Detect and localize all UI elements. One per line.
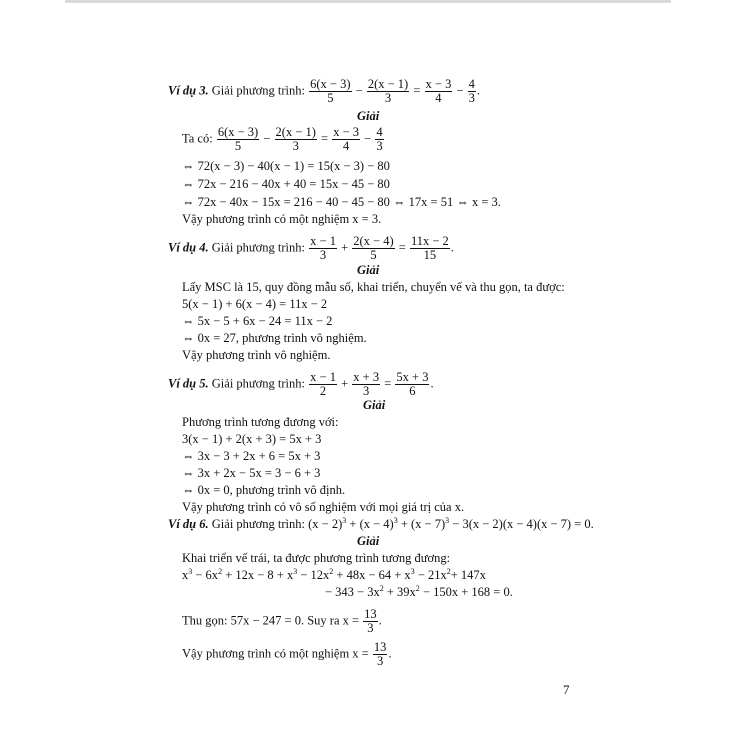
numerator: 5x + 3	[396, 370, 429, 384]
simplify-line	[182, 608, 382, 635]
denominator: 3	[319, 248, 327, 262]
denominator: 5	[234, 139, 242, 153]
operator: +	[337, 376, 352, 391]
numerator: x − 3	[333, 125, 360, 139]
example-4-label: Ví dụ 4.	[168, 240, 209, 255]
numerator: 6(x − 3)	[310, 77, 351, 91]
fraction	[352, 371, 380, 398]
period: .	[476, 83, 481, 98]
example-4-prompt: Giải phương trình:	[208, 240, 309, 255]
solution-line: 5(x − 1) + 6(x − 4) = 11x − 2	[182, 297, 328, 311]
fraction	[375, 126, 383, 153]
solution-step: ⇔ 72x − 216 − 40x + 40 = 15x − 45 − 80	[182, 177, 390, 191]
solution-line: Khai triển vế trái, ta được phương trình tương đương:	[182, 551, 451, 565]
term: + 39x	[383, 585, 416, 599]
fraction	[352, 235, 394, 262]
exponent: 3	[188, 567, 193, 576]
fraction	[410, 235, 450, 262]
denominator: 3	[384, 91, 392, 105]
fraction	[468, 78, 476, 105]
operator: −	[352, 83, 366, 98]
denominator: 6	[409, 384, 416, 398]
numerator: 4	[376, 125, 383, 139]
exponent: 3	[342, 516, 347, 525]
term: − 12x	[297, 568, 330, 582]
exponent: 2	[379, 584, 384, 593]
solution-line: 3(x − 1) + 2(x + 3) = 5x + 3	[182, 432, 322, 446]
numerator: 2(x − 1)	[367, 77, 409, 91]
period: .	[388, 646, 392, 661]
fraction	[275, 126, 317, 153]
example-5-prompt: Giải phương trình:	[208, 376, 309, 391]
operator: =	[317, 131, 332, 146]
operator: +	[337, 240, 352, 255]
example-3-heading	[168, 78, 480, 105]
exponent: 3	[393, 516, 398, 525]
example-6-prompt: Giải phương trình: (x − 2)	[208, 517, 343, 531]
solution-line: ⇔ 5x − 5 + 6x − 24 = 11x − 2	[182, 314, 333, 328]
operator: =	[410, 83, 424, 98]
fraction	[395, 371, 429, 398]
example-5-heading	[168, 371, 434, 398]
term: + (x − 7)	[397, 517, 446, 531]
numerator: 13	[364, 607, 377, 621]
fraction	[367, 78, 409, 105]
page-number: 7	[563, 682, 570, 697]
conclusion: Vậy phương trình có một nghiệm x = 3.	[182, 212, 382, 226]
operator: −	[361, 131, 375, 146]
term: + 12x − 8 + x	[222, 568, 294, 582]
numerator: x − 1	[310, 234, 336, 248]
numerator: 11x − 2	[410, 234, 449, 248]
fraction	[363, 608, 378, 635]
example-3-taco	[182, 126, 385, 153]
numerator: 6(x − 3)	[217, 125, 259, 139]
term: − 150x + 168 = 0.	[419, 585, 513, 599]
taco-label: Ta có:	[182, 131, 216, 146]
fraction	[309, 371, 337, 398]
denominator: 3	[292, 139, 299, 153]
solution-step: ⇔ 72(x − 3) − 40(x − 1) = 15(x − 3) − 80	[182, 159, 390, 173]
fraction	[309, 235, 337, 262]
term: − 3(x − 2)(x − 4)(x − 7) = 0.	[449, 517, 594, 531]
term: + 147x	[450, 568, 486, 582]
exponent: 3	[410, 567, 415, 576]
numerator: x + 3	[353, 370, 380, 384]
term: + (x − 4)	[346, 517, 394, 531]
operator: −	[453, 83, 467, 98]
simplify-text: Thu gọn: 57x − 247 = 0. Suy ra x =	[182, 613, 363, 628]
denominator: 5	[370, 248, 377, 262]
solution-step: ⇔ 72x − 40x − 15x = 216 − 40 − 45 − 80 ⇔ 17x = 51 ⇔ x = 3.	[182, 195, 501, 209]
expansion-line-2	[325, 585, 513, 599]
term: + 48x − 64 + x	[333, 568, 411, 582]
exponent: 3	[445, 516, 450, 525]
example-6-label: Ví dụ 6.	[168, 517, 209, 531]
denominator: 3	[376, 654, 384, 668]
solution-line: ⇔ 0x = 0, phương trình vô định.	[182, 483, 346, 497]
numerator: 4	[468, 77, 475, 91]
numerator: x − 1	[310, 370, 336, 384]
fraction	[332, 126, 360, 153]
exponent: 2	[218, 567, 223, 576]
denominator: 4	[435, 91, 442, 105]
period: .	[378, 613, 382, 628]
numerator: 13	[373, 640, 387, 654]
term: − 6x	[192, 568, 219, 582]
term: x	[182, 568, 189, 582]
solution-line: ⇔ 3x + 2x − 5x = 3 − 6 + 3	[182, 466, 321, 480]
denominator: 2	[319, 384, 327, 398]
denominator: 15	[423, 248, 437, 262]
numerator: 2(x − 4)	[353, 234, 394, 248]
denominator: 3	[363, 384, 370, 398]
solution-line: ⇔ 0x = 27, phương trình vô nghiệm.	[182, 331, 367, 345]
denominator: 3	[468, 91, 475, 105]
fraction	[373, 641, 388, 668]
exponent: 2	[415, 584, 420, 593]
solution-heading: Giải	[357, 534, 380, 548]
operator: =	[395, 240, 409, 255]
numerator: x − 3	[425, 77, 452, 91]
expansion-line-1	[182, 568, 486, 582]
solution-line: Phương trình tương đương với:	[182, 415, 339, 429]
operator: −	[260, 131, 274, 146]
conclusion: Vậy phương trình có vô số nghiệm với mọi giá trị của x.	[182, 500, 465, 514]
period: .	[430, 376, 434, 391]
denominator: 3	[367, 621, 374, 635]
period: .	[450, 240, 454, 255]
example-5-label: Ví dụ 5.	[168, 376, 209, 391]
numerator: 2(x − 1)	[275, 125, 316, 139]
example-3-prompt: Giải phương trình:	[208, 83, 309, 98]
fraction	[217, 126, 259, 153]
operator: =	[381, 376, 395, 391]
fraction	[309, 78, 351, 105]
example-6-heading	[168, 517, 594, 531]
denominator: 5	[327, 91, 334, 105]
term: − 21x	[414, 568, 447, 582]
conclusion-text: Vậy phương trình có một nghiệm x =	[182, 646, 372, 661]
exponent: 2	[329, 567, 334, 576]
solution-heading: Giải	[357, 109, 380, 123]
conclusion	[182, 641, 391, 668]
solution-line: Lấy MSC là 15, quy đồng mẫu số, khai triển, chuyển vế và thu gọn, ta được:	[182, 280, 565, 294]
solution-heading: Giải	[363, 398, 386, 412]
denominator: 4	[343, 139, 350, 153]
conclusion: Vậy phương trình vô nghiệm.	[182, 348, 331, 362]
example-4-heading	[168, 235, 454, 262]
term: − 343 − 3x	[325, 585, 380, 599]
exponent: 2	[446, 567, 451, 576]
example-3-label: Ví dụ 3.	[168, 83, 209, 98]
solution-heading: Giải	[357, 263, 380, 277]
solution-line: ⇔ 3x − 3 + 2x + 6 = 5x + 3	[182, 449, 321, 463]
fraction	[425, 78, 453, 105]
denominator: 3	[376, 139, 383, 153]
exponent: 3	[293, 567, 298, 576]
